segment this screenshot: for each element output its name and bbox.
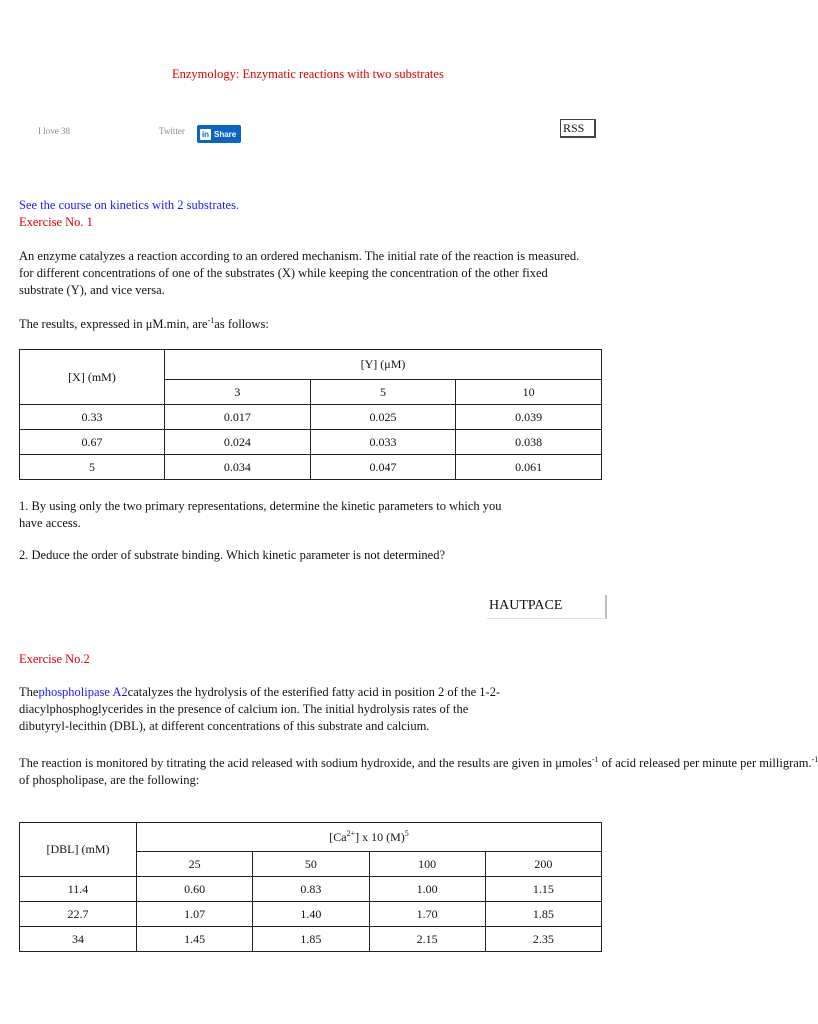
table-cell: 1.07 (137, 902, 253, 927)
table-col-header: 3 (165, 380, 311, 405)
table-cell: 0.039 (456, 405, 602, 430)
table-header-dbl: [DBL] (mM) (20, 823, 137, 877)
table-row (20, 877, 602, 902)
monitoring-superscript: -1 (591, 754, 599, 764)
exercise1-table (19, 349, 602, 480)
table-col-header: 200 (485, 852, 601, 877)
exercise1-paragraph (19, 248, 639, 299)
results-sentence (19, 317, 269, 332)
table-cell: 0.061 (456, 455, 602, 480)
table-col-header: 100 (369, 852, 485, 877)
ca-charge-superscript: 2+ (346, 828, 356, 838)
monitoring-text: The reaction is monitored by titrating the acid released with sodium hydroxide, and the results are given in μmoles (19, 756, 592, 770)
table-row (20, 902, 602, 927)
table-cell: 0.33 (20, 405, 165, 430)
table-cell: 5 (20, 455, 165, 480)
table-cell: 0.047 (310, 455, 456, 480)
exercise2-line-3: dibutyryl-lecithin (DBL), at different concentrations of this substrate and calcium. (19, 719, 430, 733)
table-cell: 2.35 (485, 927, 601, 952)
exercise2-line-1 (19, 684, 639, 701)
ca-header-start: [Ca (329, 829, 347, 844)
table-cell: 0.038 (456, 430, 602, 455)
table-row (20, 430, 602, 455)
exercise2-line-1-end: catalyzes the hydrolysis of the esterified fatty acid in position 2 of the 1-2- (127, 685, 501, 699)
table-header-y: [Y] (μM) (165, 350, 602, 380)
linkedin-share-button[interactable] (197, 125, 241, 143)
table-row (20, 455, 602, 480)
table-header-ca (137, 823, 602, 852)
exercise2-title: Exercise No.2 (19, 652, 90, 666)
table-cell: 0.024 (165, 430, 311, 455)
monitoring-line-2: of phospholipase, are the following: (19, 773, 200, 787)
exercise2-table (19, 822, 602, 952)
table-col-header: 50 (253, 852, 369, 877)
table-cell: 1.15 (485, 877, 601, 902)
table-cell: 0.033 (310, 430, 456, 455)
monitoring-text-mid: of acid released per minute per milligram. (601, 756, 812, 770)
exercise1-title: Exercise No. 1 (19, 215, 93, 229)
ca-exponent-superscript: 5 (404, 828, 409, 838)
table-cell: 0.67 (20, 430, 165, 455)
table-cell: 0.83 (253, 877, 369, 902)
question-2: 2. Deduce the order of substrate binding. Which kinetic parameter is not determined? (19, 548, 446, 562)
table-cell: 1.40 (253, 902, 369, 927)
table-col-header: 5 (310, 380, 456, 405)
table-cell: 2.15 (369, 927, 485, 952)
monitoring-superscript-2: -1 (811, 754, 818, 764)
exercise2-line-2: diacylphosphoglycerides in the presence of calcium ion. The initial hydrolysis rates of the (19, 702, 469, 716)
results-text: The results, expressed in μM.min, are (19, 317, 208, 331)
twitter-link[interactable]: Twitter (159, 126, 185, 136)
question-1-line-1: 1. By using only the two primary representations, determine the kinetic parameters to which you (19, 499, 502, 513)
table-header-x: [X] (mM) (20, 350, 165, 405)
share-label: Share (214, 129, 237, 139)
ca-header-end: ] x 10 (M) (355, 829, 405, 844)
table-cell: 1.70 (369, 902, 485, 927)
table-cell: 1.45 (137, 927, 253, 952)
exercise1-line-2: for different concentrations of one of the substrates (X) while keeping the concentration of the other fixed (19, 266, 548, 280)
course-link[interactable]: See the course on kinetics with 2 substrates. (19, 198, 240, 212)
question-1-line-2: have access. (19, 516, 81, 530)
table-cell: 34 (20, 927, 137, 952)
phospholipase-link[interactable]: phospholipase A2 (38, 685, 128, 699)
exercise1-line-1: An enzyme catalyzes a reaction according to an ordered mechanism. The initial rate of the reaction is measured. (19, 249, 580, 263)
table-cell: 1.85 (253, 927, 369, 952)
linkedin-icon: in (201, 129, 210, 139)
results-text-end: as follows: (214, 317, 269, 331)
monitoring-line-1 (19, 754, 818, 772)
results-superscript: -1 (207, 315, 215, 325)
exercise2-line-1-start: The (19, 685, 39, 699)
table-row (20, 927, 602, 952)
table-col-header: 25 (137, 852, 253, 877)
table-cell: 0.034 (165, 455, 311, 480)
exercise1-line-3: substrate (Y), and vice versa. (19, 283, 165, 297)
hautpace-banner[interactable]: HAUTPACE (487, 595, 607, 619)
table-cell: 1.85 (485, 902, 601, 927)
rss-button[interactable]: RSS (560, 119, 596, 138)
page-title: Enzymology: Enzymatic reactions with two substrates (172, 67, 444, 81)
question-1 (19, 498, 639, 532)
table-cell: 0.60 (137, 877, 253, 902)
monitoring-paragraph (19, 754, 818, 789)
table-col-header: 10 (456, 380, 602, 405)
exercise2-paragraph (19, 684, 639, 735)
table-cell: 11.4 (20, 877, 137, 902)
table-cell: 1.00 (369, 877, 485, 902)
love-counter[interactable]: I love 38 (38, 126, 70, 136)
table-row (20, 405, 602, 430)
table-cell: 0.017 (165, 405, 311, 430)
table-cell: 0.025 (310, 405, 456, 430)
table-cell: 22.7 (20, 902, 137, 927)
